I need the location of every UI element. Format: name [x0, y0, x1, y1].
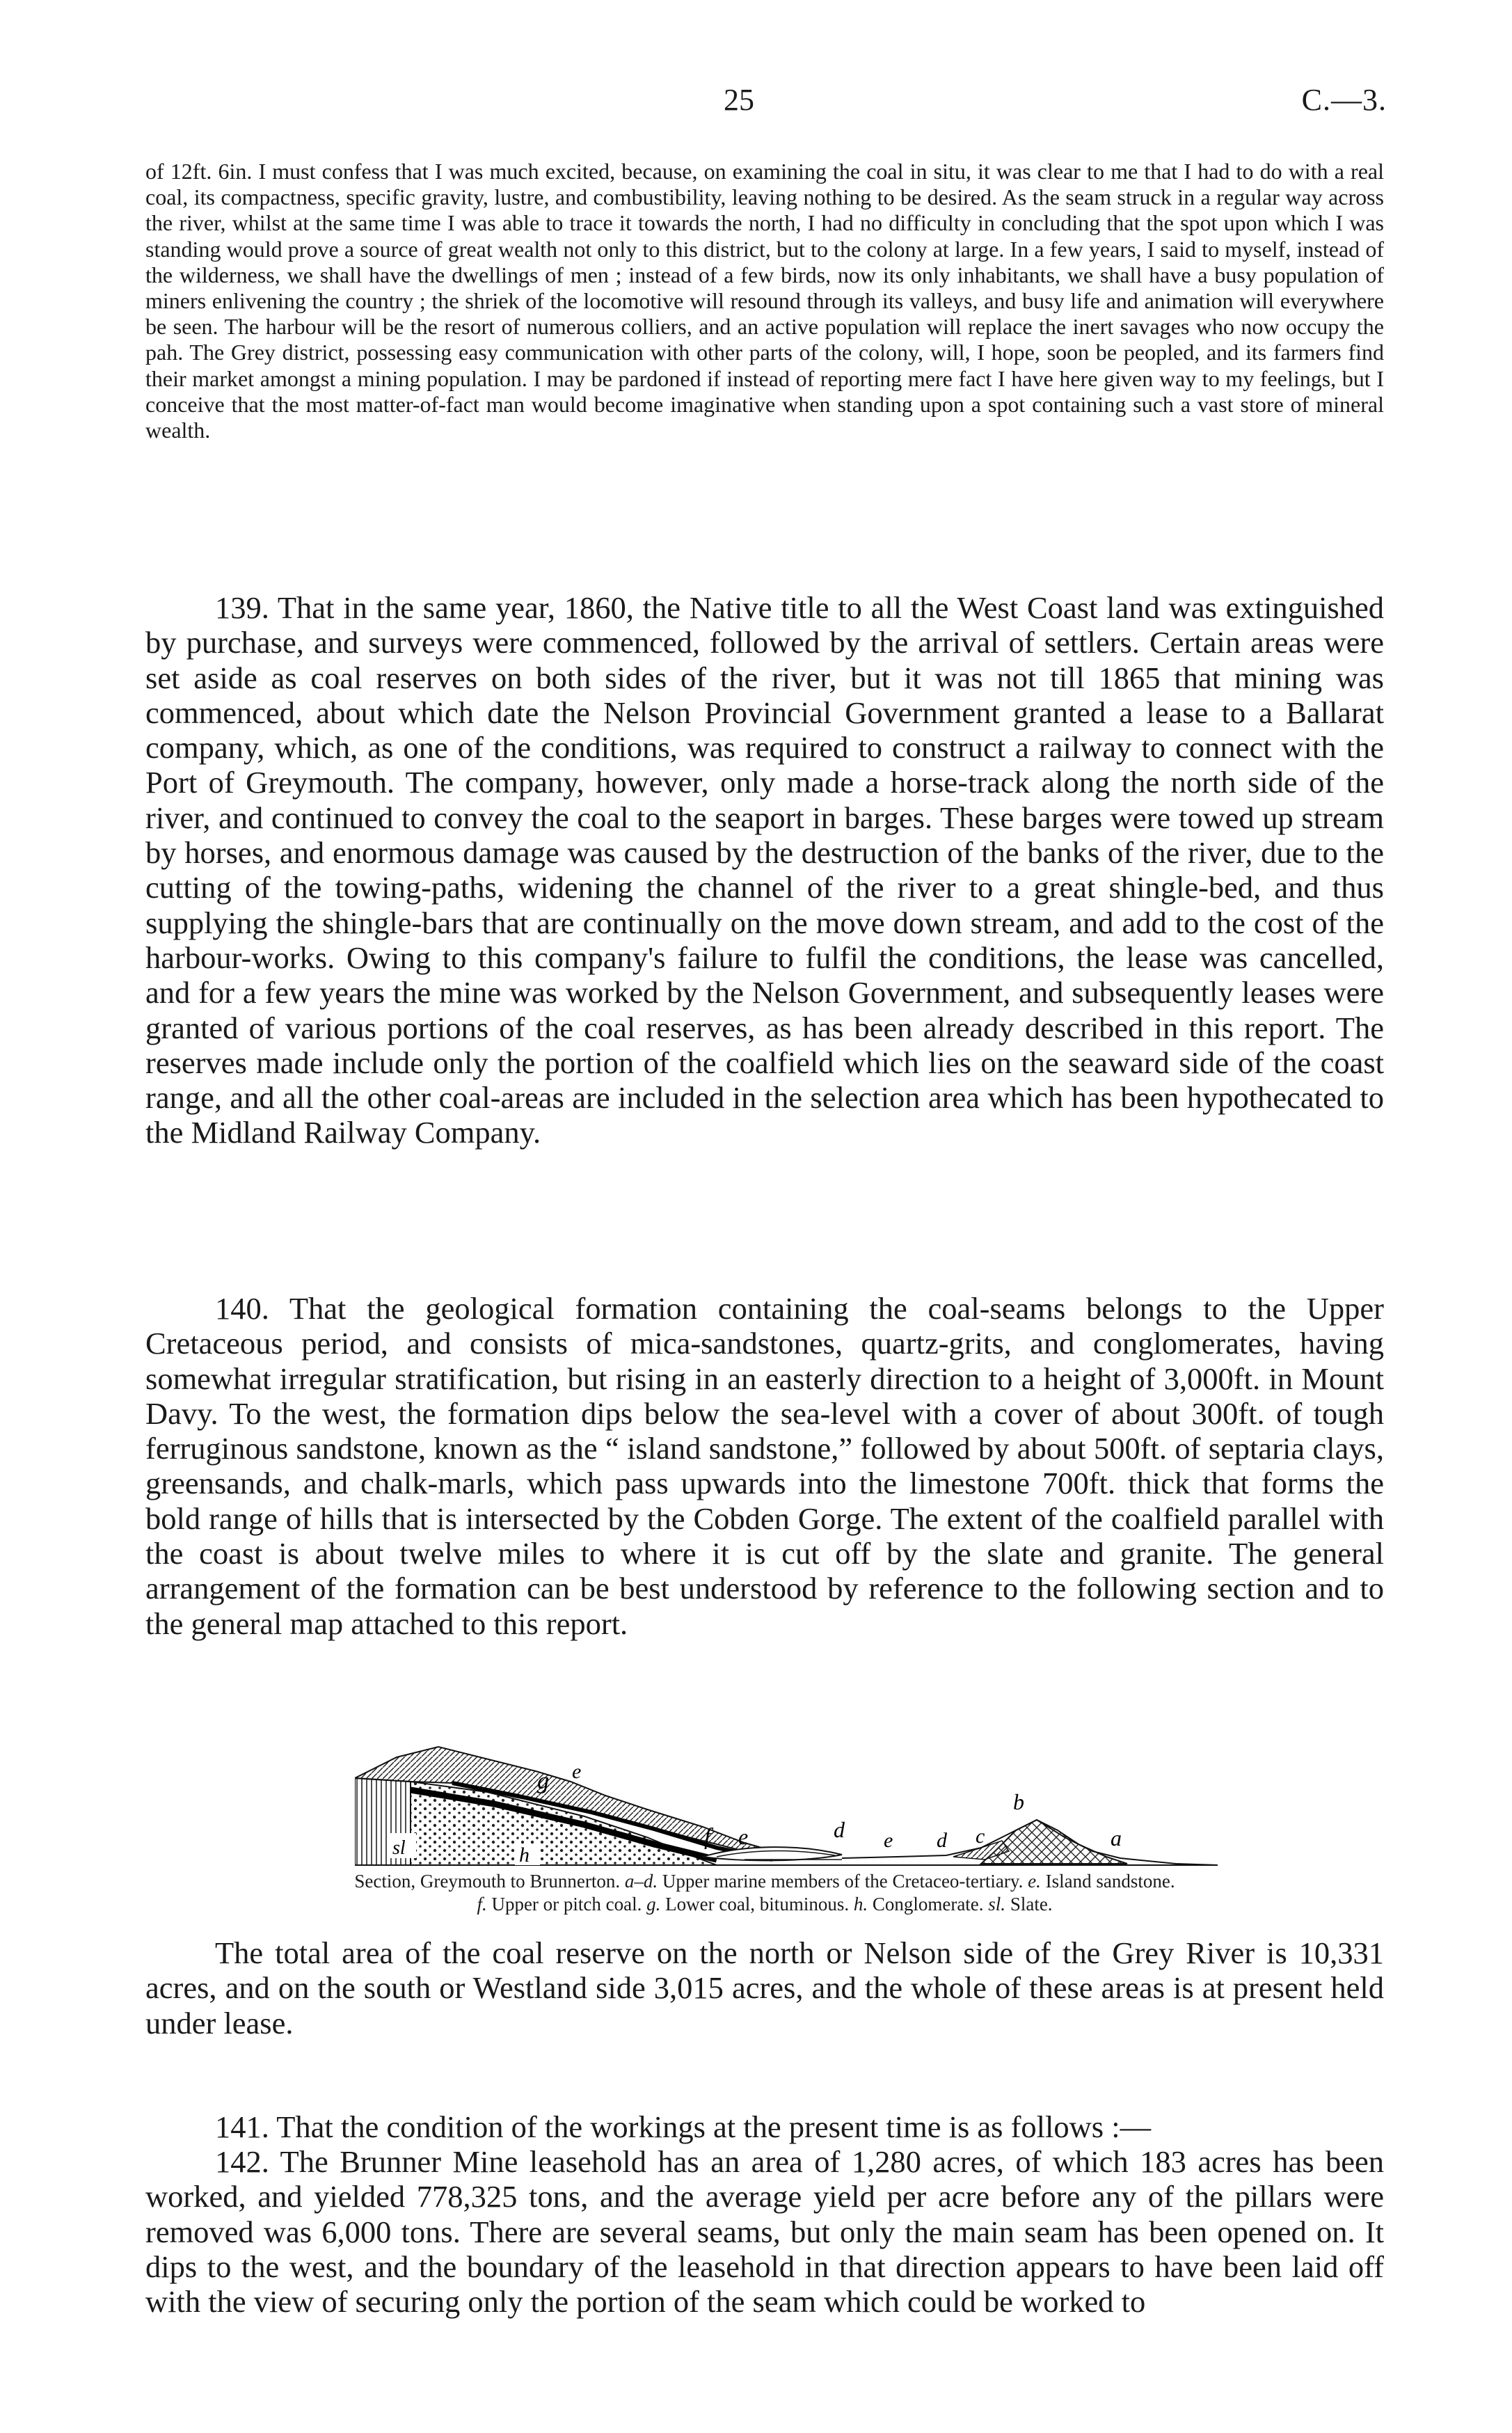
quoted-passage: of 12ft. 6in. I must confess that I was much excited, because, on examining the coal in situ, it was clear to me that I had to do with a real coal, its compactness, specific gravity, lustre, and combustibility, leaving nothing to be desired. As the seam struck in a regular way across the river, whilst at the same time I was able to trace it towards the north, I had no difficulty in concluding that the spot upon which I was standing would prove a source of great wealth not only to this district, but to the colony at large. In a few years, I said to myself, instead of the wilderness, we shall have the dwellings of men ; instead of a few birds, now its only inhabitants, we shall have a busy population of miners enlivening the country ; the shriek of the locomotive will resound through its valleys, and busy life and animation will everywhere be seen. The harbour will be the resort of numerous colliers, and an active population will replace the inert savages who now occupy the pah. The Grey district, possessing easy communication with other parts of the colony, will, I hope, soon be peopled, and its farmers find their market amongst a mining population. I may be pardoned if instead of reporting mere fact I have here given way to my feelings, but I conceive that the most matter-of-fact man would become imaginative when standing upon a spot containing such a vast store of mineral wealth. [145, 159, 1384, 443]
caption-key-f: f. [477, 1894, 487, 1915]
caption-key-g: g. [646, 1894, 661, 1915]
caption-title: Section, Greymouth to Brunnerton. [354, 1871, 621, 1892]
caption-key-h: h. [853, 1894, 868, 1915]
paragraph-142: 142. The Brunner Mine leasehold has an area of 1,280 acres, of which 183 acres has been worked, and yielded 778,325 tons, and the average yield per acre before any of the pillars were removed was 6,000 tons. There are several seams, but only the main seam has been opened on. It dips to the west, and the boundary of the leasehold in that direction appears to have been laid off with the view of securing only the portion of the seam which could be worked to [145, 2144, 1384, 2320]
caption-text-h: Conglomerate. [872, 1894, 984, 1915]
geological-section-figure [355, 1740, 1218, 1869]
caption-text-e: Island sandstone. [1045, 1871, 1175, 1892]
section-diagram [355, 1740, 1218, 1869]
paragraph-total-area: The total area of the coal reserve on the north or Nelson side of the Grey River is 10,331 acres, and on the south or Westland side 3,015 acres, and the whole of these areas is at present held under lease. [145, 1935, 1384, 2040]
page-number: 25 [724, 83, 754, 117]
paragraph-141: 141. That the condition of the workings at the present time is as follows :— [215, 2109, 1152, 2144]
caption-key-e: e. [1028, 1871, 1041, 1892]
label-d1: d [834, 1817, 845, 1842]
label-d2: d [937, 1829, 947, 1852]
caption-text-f: Upper or pitch coal. [491, 1894, 642, 1915]
label-b: b [1013, 1789, 1024, 1814]
caption-text-g: Lower coal, bituminous. [665, 1894, 850, 1915]
caption-key-sl: sl. [988, 1894, 1006, 1915]
label-e3: e [884, 1829, 893, 1852]
label-e2: e [738, 1824, 749, 1849]
page-header [0, 82, 1512, 124]
caption-key-ad: a–d. [624, 1871, 658, 1892]
label-a: a [1111, 1825, 1122, 1850]
label-e1: e [572, 1760, 582, 1783]
label-g: g [537, 1768, 549, 1794]
caption-text-sl: Slate. [1010, 1894, 1053, 1915]
label-c: c [976, 1825, 985, 1848]
figure-caption [145, 1870, 1384, 1916]
label-sl: sl [392, 1837, 406, 1859]
document-reference: C.—3. [1301, 83, 1387, 117]
label-f: f [704, 1824, 711, 1850]
paragraph-139: 139. That in the same year, 1860, the Native title to all the West Coast land was extinguished by purchase, and surveys were commenced, followed by the arrival of settlers. Certain areas were set aside as coal reserves on both sides of the river, but it was not till 1865 that mining was commenced, about which date the Nelson Provincial Government granted a lease to a Ballarat company, which, as one of the conditions, was required to construct a railway to connect with the Port of Greymouth. The company, however, only made a horse-track along the north side of the river, and continued to convey the coal to the seaport in barges. These barges were towed up stream by horses, and enormous damage was caused by the destruction of the banks of the river, due to the cutting of the towing-paths, widening the channel of the river to a great shingle-bed, and thus supplying the shingle-bars that are continually on the move down stream, and add to the cost of the harbour-works. Owing to this company's failure to fulfil the conditions, the lease was cancelled, and for a few years the mine was worked by the Nelson Government, and subsequently leases were granted of various portions of the coal reserves, as has been already described in this report. The reserves made include only the portion of the coalfield which lies on the seaward side of the coast range, and all the other coal-areas are included in the selection area which has been hypothecated to the Midland Railway Company. [145, 590, 1384, 1150]
caption-text-ad: Upper marine members of the Cretaceo-tertiary. [662, 1871, 1024, 1892]
paragraph-140: 140. That the geological formation containing the coal-seams belongs to the Upper Cretaceous period, and consists of mica-sandstones, quartz-grits, and conglomerates, having somewhat irregular stratification, but rising in an easterly direction to a height of 3,000ft. in Mount Davy. To the west, the formation dips below the sea-level with a cover of about 300ft. of tough ferruginous sandstone, known as the “ island sandstone,” followed by about 500ft. of septaria clays, greensands, and chalk-marls, which pass upwards into the limestone 700ft. thick that forms the bold range of hills that is intersected by the Cobden Gorge. The extent of the coalfield parallel with the coast is about twelve miles to where it is cut off by the slate and granite. The general arrangement of the formation can be best understood by reference to the following section and to the general map attached to this report. [145, 1291, 1384, 1641]
label-h: h [519, 1844, 530, 1867]
